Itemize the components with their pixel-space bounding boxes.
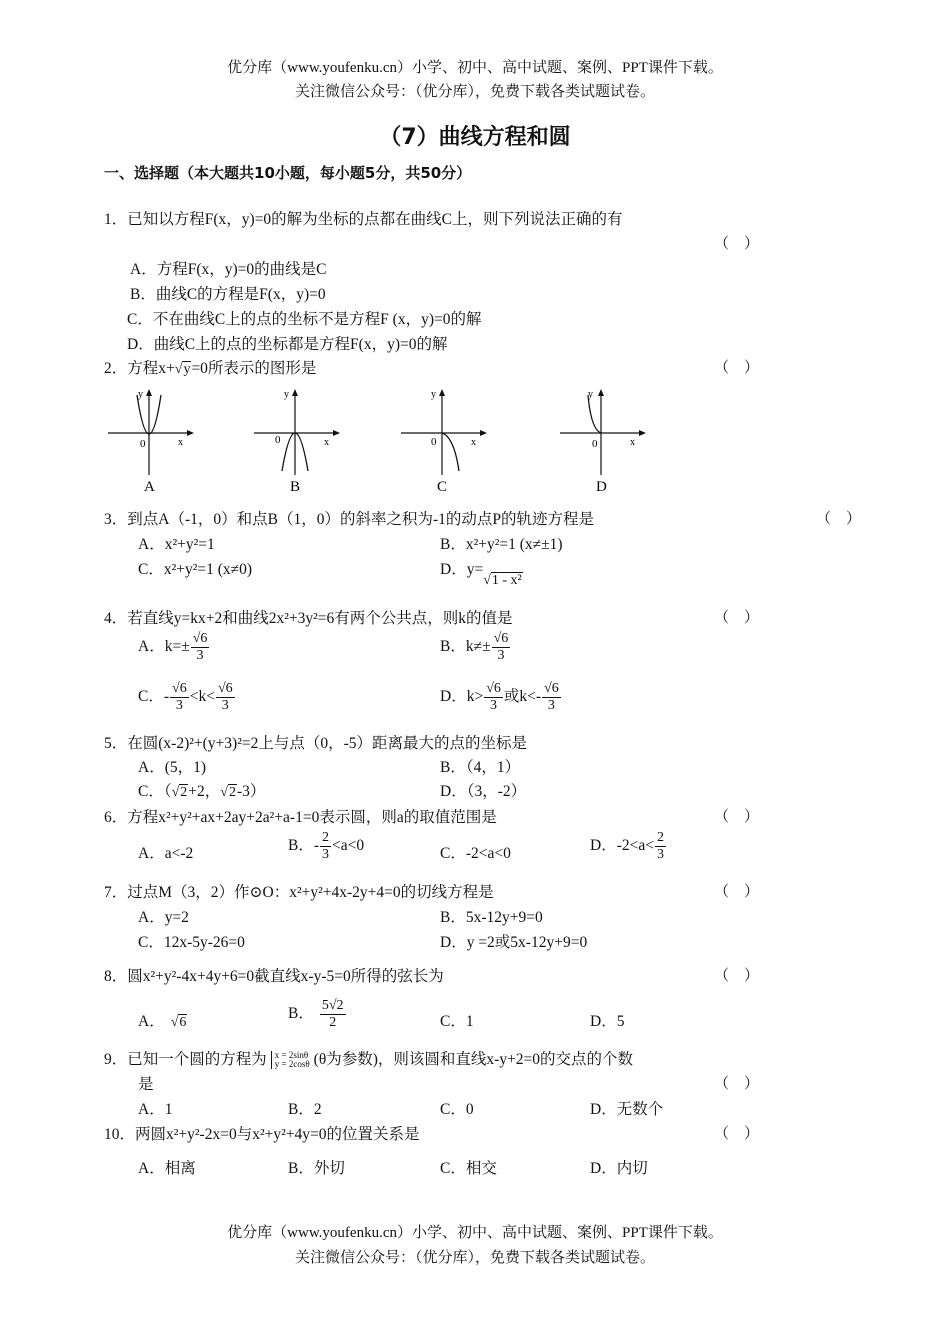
q5-option-a: A．(5，1) bbox=[138, 759, 207, 776]
q6-stem: 6．方程x²+y²+ax+2ay+2a²+a-1=0表示圆，则a的取值范围是 bbox=[104, 809, 497, 826]
q5-c-post: -3） bbox=[236, 783, 266, 800]
q6-b-pre: B．- bbox=[288, 837, 320, 855]
q8-option-b bbox=[288, 998, 347, 1031]
q4-d-frac1 bbox=[484, 681, 503, 714]
q2-b-axis-y: y bbox=[284, 389, 289, 400]
q8-a-sqrt: √6 bbox=[170, 1015, 187, 1030]
q9-answer-paren: （ ） bbox=[714, 1076, 760, 1092]
q3-option-c: C．x²+y²=1 (x≠0) bbox=[138, 561, 253, 578]
q4-c-num2: √6 bbox=[216, 681, 235, 698]
q4-c-frac1 bbox=[170, 681, 189, 714]
q5-c-mid: +2， bbox=[188, 783, 221, 800]
q4-d-num1: √6 bbox=[484, 681, 503, 698]
q7-option-c: C．12x-5y-26=0 bbox=[138, 934, 245, 951]
q4-d-num2: √6 bbox=[542, 681, 561, 698]
q2-graph-d bbox=[556, 385, 656, 495]
q4-c-pre: C．- bbox=[138, 688, 170, 706]
q5-c-sqrt1: √2 bbox=[171, 785, 188, 800]
q3-option-d bbox=[440, 557, 523, 588]
q8-b-frac bbox=[320, 998, 346, 1031]
q6-option-b bbox=[288, 830, 364, 863]
q2-sqrt-arg: y bbox=[183, 362, 191, 377]
q6-d-frac bbox=[655, 830, 666, 863]
q9-stem-cont: 是 bbox=[138, 1076, 154, 1093]
q8-b-num: 5√2 bbox=[320, 998, 346, 1015]
q7-option-b: B．5x-12y+9=0 bbox=[440, 909, 543, 926]
footer-line-2: 关注微信公众号：（优分库），免费下载各类试题试卷。 bbox=[294, 1250, 655, 1266]
q9-stem bbox=[104, 1047, 633, 1069]
q2-d-axis-x: x bbox=[630, 437, 635, 448]
q4-a-num: √6 bbox=[191, 631, 210, 648]
q7-stem: 7．过点M（3，2）作⊙O：x²+y²+4x-2y+4=0的切线方程是 bbox=[104, 884, 494, 901]
q4-d-den1: 3 bbox=[490, 698, 498, 714]
q9-param-y: y = 2cosθ bbox=[274, 1059, 310, 1070]
q4-c-frac2 bbox=[216, 681, 235, 714]
section-heading: 一、选择题（本大题共10小题，每小题5分，共50分） bbox=[104, 164, 472, 182]
q4-d-den2: 3 bbox=[547, 698, 555, 714]
q5-c-rad1: 2 bbox=[180, 785, 188, 800]
q8-a-rad: 6 bbox=[179, 1015, 187, 1030]
q10-option-a: A．相离 bbox=[138, 1160, 196, 1177]
q4-c-mid: <k< bbox=[189, 688, 215, 706]
q2-graph-b-label: B bbox=[290, 479, 301, 495]
q6-option-a: A．a<-2 bbox=[138, 845, 194, 862]
q2-b-axis-x: x bbox=[324, 437, 329, 448]
q7-answer-paren: （ ） bbox=[714, 884, 760, 900]
q2-a-axis-y: y bbox=[138, 389, 143, 400]
q3-d-radicand: 1 - x² bbox=[491, 573, 522, 588]
q5-c-sqrt2: √2 bbox=[220, 785, 236, 800]
q5-option-d: D．（3，-2） bbox=[440, 783, 527, 800]
q2-graph-d-label: D bbox=[596, 479, 607, 495]
q2-stem-a: 2．方程x+ bbox=[104, 360, 175, 377]
q4-option-c bbox=[138, 681, 236, 714]
q2-stem bbox=[104, 356, 316, 378]
q8-stem: 8．圆x²+y²-4x+4y+6=0截直线x-y-5=0所得的弦长为 bbox=[104, 968, 444, 985]
q4-answer-paren: （ ） bbox=[714, 610, 760, 626]
q3-d-sqrt: √1 - x² bbox=[483, 573, 522, 588]
q2-c-axis-y: y bbox=[431, 389, 436, 400]
q2-graph-c-label: C bbox=[437, 479, 448, 495]
q4-b-frac bbox=[492, 631, 511, 664]
q9-option-c: C．0 bbox=[440, 1101, 474, 1118]
q3-option-a: A．x²+y²=1 bbox=[138, 536, 215, 553]
q5-option-b: B．（4，1） bbox=[440, 759, 521, 776]
q8-b-den: 2 bbox=[329, 1015, 337, 1031]
q3-stem: 3．到点A（-1，0）和点B（1，0）的斜率之积为-1的动点P的轨迹方程是 bbox=[104, 511, 594, 528]
header-line-2: 关注微信公众号：（优分库），免费下载各类试题试卷。 bbox=[294, 84, 655, 100]
header-line-1: 优分库（www.youfenku.cn）小学、初中、高中试题、案例、PPT课件下载。 bbox=[227, 60, 723, 76]
q9-stem-a: 9．已知一个圆的方程为 bbox=[104, 1051, 267, 1068]
q4-b-den: 3 bbox=[497, 648, 505, 664]
q9-param-system bbox=[271, 1051, 310, 1069]
q9-option-b: B．2 bbox=[288, 1101, 322, 1118]
q10-answer-paren: （ ） bbox=[714, 1126, 760, 1142]
q10-stem: 10．两圆x²+y²-2x=0与x²+y²+4y=0的位置关系是 bbox=[104, 1126, 420, 1143]
q4-option-d bbox=[440, 681, 562, 714]
q2-a-axis-x: x bbox=[178, 437, 183, 448]
q2-c-axis-x: x bbox=[471, 437, 476, 448]
q1-option-a: A．方程F(x，y)=0的曲线是C bbox=[130, 261, 327, 278]
q1-stem: 1．已知以方程F(x，y)=0的解为坐标的点都在曲线C上，则下列说法正确的有 bbox=[104, 211, 623, 228]
page-title: （7）曲线方程和圆 bbox=[379, 125, 571, 150]
q2-stem-b: =0所表示的图形是 bbox=[191, 360, 317, 377]
q4-option-b bbox=[440, 631, 511, 664]
q3-answer-paren: （ ） bbox=[816, 511, 862, 527]
q10-option-b: B．外切 bbox=[288, 1160, 345, 1177]
q3-d-pre: D．y= bbox=[440, 561, 484, 578]
q4-a-pre: A．k=± bbox=[138, 638, 190, 656]
q4-a-den: 3 bbox=[196, 648, 204, 664]
q2-graph-b bbox=[250, 385, 350, 495]
q5-c-pre: C．（ bbox=[138, 783, 172, 800]
q6-d-den: 3 bbox=[656, 847, 664, 863]
q8-option-c: C．1 bbox=[440, 1013, 474, 1030]
q2-graph-c bbox=[397, 385, 497, 495]
q4-d-pre: D．k> bbox=[440, 688, 484, 706]
q2-graph-a-label: A bbox=[144, 479, 155, 495]
q4-c-den1: 3 bbox=[175, 698, 183, 714]
q2-b-origin: 0 bbox=[275, 434, 281, 446]
q4-d-frac2 bbox=[542, 681, 561, 714]
q5-stem: 5．在圆(x-2)²+(y+3)²=2上与点（0，-5）距离最大的点的坐标是 bbox=[104, 735, 527, 752]
q4-b-num: √6 bbox=[492, 631, 511, 648]
q6-b-num: 2 bbox=[320, 830, 331, 847]
q4-a-frac bbox=[191, 631, 210, 664]
q6-answer-paren: （ ） bbox=[714, 809, 760, 825]
q6-option-d bbox=[590, 830, 667, 863]
q2-d-axis-y: y bbox=[588, 389, 593, 400]
q5-c-rad2: 2 bbox=[228, 785, 236, 800]
q9-option-a: A．1 bbox=[138, 1101, 173, 1118]
q1-option-c: C．不在曲线C上的点的坐标不是方程F (x，y)=0的解 bbox=[127, 311, 482, 328]
q8-a-pre: A． bbox=[138, 1013, 165, 1030]
q1-option-d: D．曲线C上的点的坐标都是方程F(x，y)=0的解 bbox=[127, 336, 448, 353]
q8-option-d: D．5 bbox=[590, 1013, 625, 1030]
q10-option-c: C．相交 bbox=[440, 1160, 497, 1177]
q2-sqrt: √y bbox=[174, 362, 191, 377]
q4-b-pre: B．k≠± bbox=[440, 638, 491, 656]
q7-option-d: D．y =2或5x-12y+9=0 bbox=[440, 934, 588, 951]
q4-c-den2: 3 bbox=[221, 698, 229, 714]
q6-b-frac bbox=[320, 830, 331, 863]
q4-c-num1: √6 bbox=[170, 681, 189, 698]
q7-option-a: A．y=2 bbox=[138, 909, 189, 926]
q6-option-c: C．-2<a<0 bbox=[440, 845, 511, 862]
q2-d-origin: 0 bbox=[592, 438, 598, 450]
q9-stem-b: (θ为参数)，则该圆和直线x-y+2=0的交点的个数 bbox=[313, 1051, 634, 1068]
q1-answer-paren: （ ） bbox=[714, 236, 760, 252]
q10-option-d: D．内切 bbox=[590, 1160, 648, 1177]
footer-line-1: 优分库（www.youfenku.cn）小学、初中、高中试题、案例、PPT课件下载。 bbox=[227, 1225, 723, 1241]
q3-option-b: B．x²+y²=1 (x≠±1) bbox=[440, 536, 563, 553]
q6-d-pre: D．-2<a< bbox=[590, 837, 654, 855]
q4-d-mid: 或k<- bbox=[503, 688, 542, 706]
q8-answer-paren: （ ） bbox=[714, 968, 760, 984]
q2-c-origin: 0 bbox=[431, 436, 437, 448]
q4-option-a bbox=[138, 631, 210, 664]
q6-d-num: 2 bbox=[655, 830, 666, 847]
q2-answer-paren: （ ） bbox=[714, 360, 760, 376]
q6-b-post: <a<0 bbox=[332, 837, 365, 855]
q5-option-c bbox=[138, 779, 265, 801]
q9-param-x: x = 2sinθ bbox=[274, 1050, 309, 1061]
q8-option-a bbox=[138, 1009, 187, 1031]
q4-stem: 4．若直线y=kx+2和曲线2x²+3y²=6有两个公共点，则k的值是 bbox=[104, 610, 513, 627]
q9-option-d: D．无数个 bbox=[590, 1101, 664, 1118]
q8-b-pre: B． bbox=[288, 1005, 314, 1023]
q1-option-b: B．曲线C的方程是F(x，y)=0 bbox=[130, 286, 326, 303]
q6-b-den: 3 bbox=[322, 847, 330, 863]
q2-a-origin: 0 bbox=[140, 438, 146, 450]
q2-graph-a bbox=[104, 385, 204, 495]
